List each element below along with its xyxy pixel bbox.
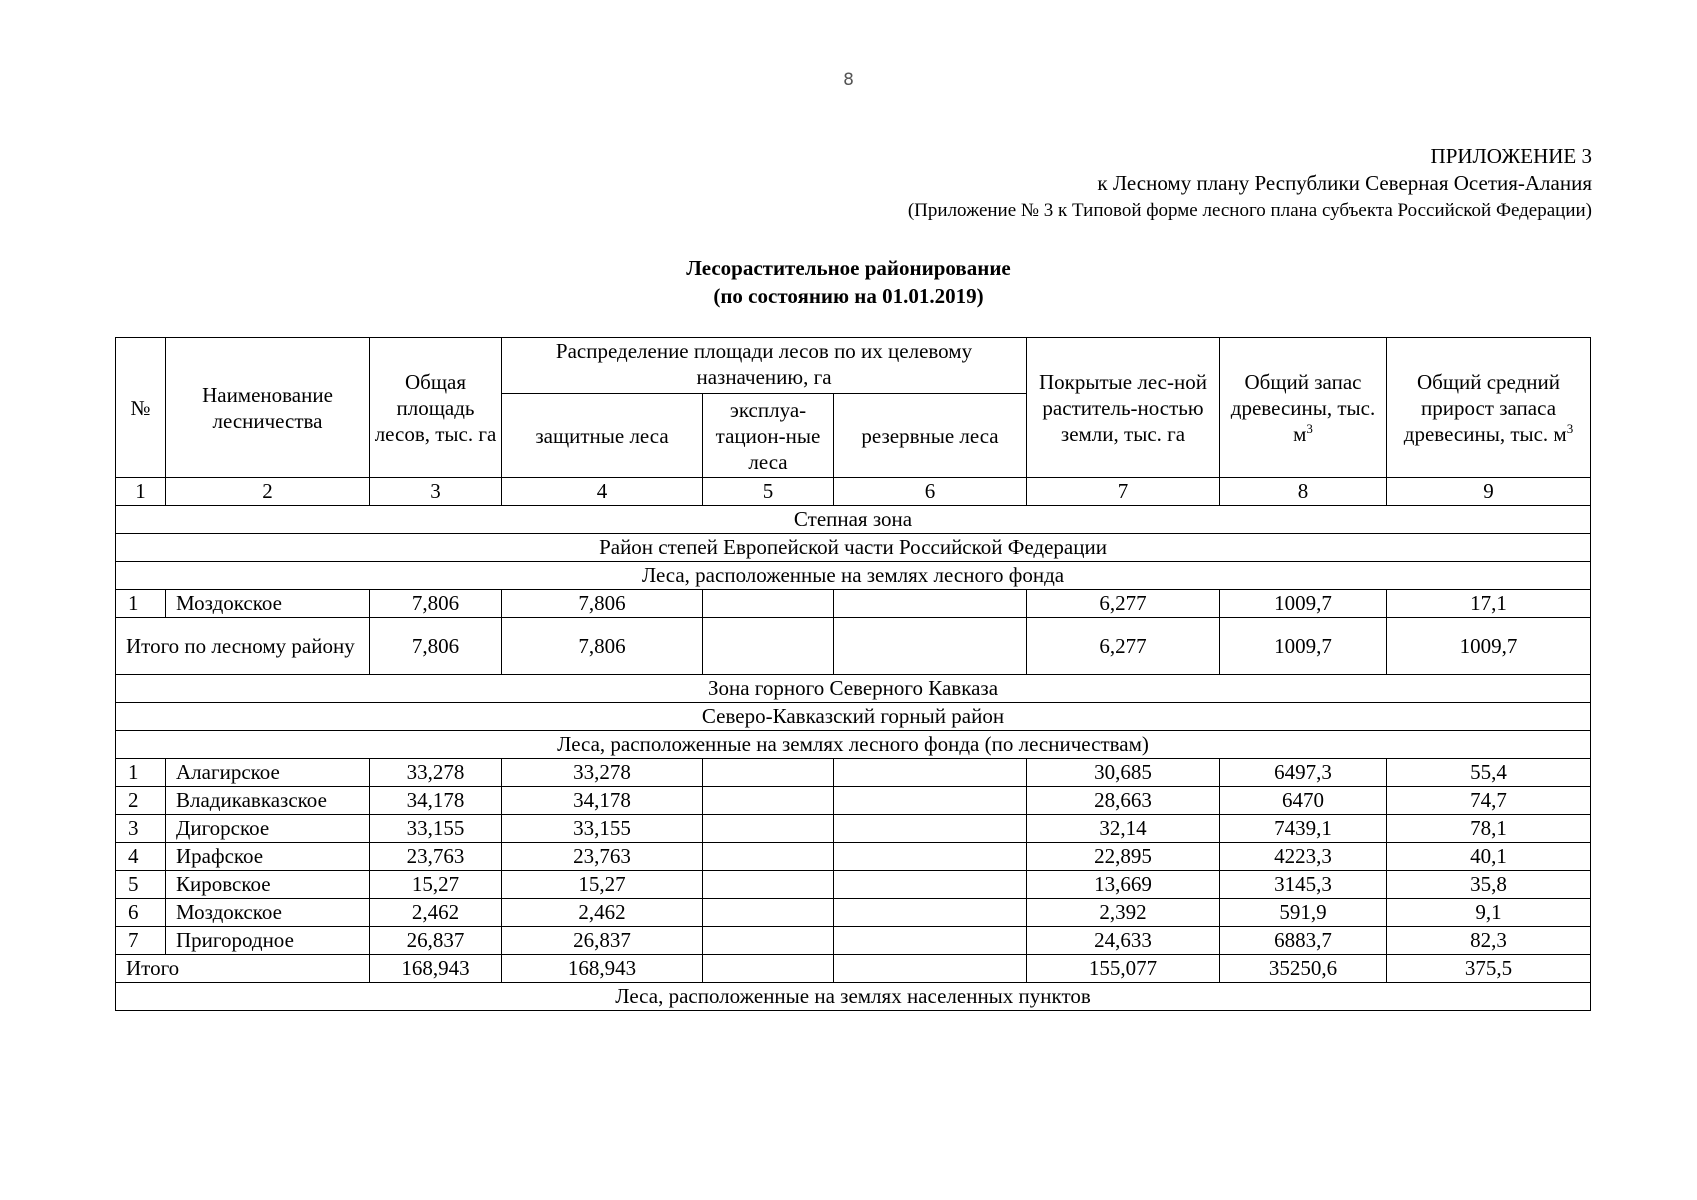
total-area: 15,27 — [370, 871, 502, 899]
total-area: 168,943 — [370, 955, 502, 983]
table-row — [116, 815, 1591, 843]
reserve-area — [834, 815, 1027, 843]
forestry-name: Алагирское — [166, 759, 370, 787]
cubic-superscript: 3 — [1566, 420, 1574, 436]
reserve-area — [834, 899, 1027, 927]
cubic-superscript: 3 — [1306, 420, 1313, 436]
reserve-area — [834, 843, 1027, 871]
header-forestry-name: Наименование лесничества — [166, 338, 370, 478]
col-number: 7 — [1027, 478, 1220, 506]
reserve-area — [834, 618, 1027, 675]
timber-stock: 4223,3 — [1220, 843, 1387, 871]
exploitation-area — [703, 899, 834, 927]
header-reserve: резервные леса — [834, 394, 1027, 478]
zone-heading: Степная зона — [116, 506, 1591, 534]
timber-stock: 6883,7 — [1220, 927, 1387, 955]
total-area: 33,278 — [370, 759, 502, 787]
table-row — [116, 899, 1591, 927]
covered-area: 13,669 — [1027, 871, 1220, 899]
col-number: 2 — [166, 478, 370, 506]
covered-area: 155,077 — [1027, 955, 1220, 983]
increment: 82,3 — [1387, 927, 1591, 955]
covered-area: 28,663 — [1027, 787, 1220, 815]
region-heading: Северо-Кавказский горный район — [116, 703, 1591, 731]
header-num: № — [116, 338, 166, 478]
forestry-name: Ирафское — [166, 843, 370, 871]
increment: 74,7 — [1387, 787, 1591, 815]
increment: 40,1 — [1387, 843, 1591, 871]
row-num: 1 — [116, 590, 166, 618]
table-row — [116, 843, 1591, 871]
category-heading: Леса, расположенные на землях лесного фонда (по лесничествам) — [116, 731, 1591, 759]
protective-area: 23,763 — [502, 843, 703, 871]
total-row — [116, 955, 1591, 983]
exploitation-area — [703, 871, 834, 899]
timber-stock: 35250,6 — [1220, 955, 1387, 983]
timber-stock: 6470 — [1220, 787, 1387, 815]
forestry-name: Дигорское — [166, 815, 370, 843]
table-row — [116, 759, 1591, 787]
page-number: 8 — [843, 70, 854, 90]
protective-area: 33,278 — [502, 759, 703, 787]
forestry-name: Кировское — [166, 871, 370, 899]
increment: 375,5 — [1387, 955, 1591, 983]
timber-stock: 7439,1 — [1220, 815, 1387, 843]
increment: 1009,7 — [1387, 618, 1591, 675]
timber-stock: 591,9 — [1220, 899, 1387, 927]
row-num: 3 — [116, 815, 166, 843]
forestry-name: Пригородное — [166, 927, 370, 955]
covered-area: 24,633 — [1027, 927, 1220, 955]
total-area: 2,462 — [370, 899, 502, 927]
title-date: (по состоянию на 01.01.2019) — [713, 284, 984, 308]
category-heading: Леса, расположенные на землях населенных пунктов — [116, 983, 1591, 1011]
table-row — [116, 927, 1591, 955]
row-num: 1 — [116, 759, 166, 787]
subtotal-row — [116, 618, 1591, 675]
increment: 78,1 — [1387, 815, 1591, 843]
table-row — [116, 871, 1591, 899]
reserve-area — [834, 759, 1027, 787]
protective-area: 7,806 — [502, 590, 703, 618]
covered-area: 2,392 — [1027, 899, 1220, 927]
region-heading: Район степей Европейской части Российской Федерации — [116, 534, 1591, 562]
header-covered-land: Покрытые лес-ной раститель-ностью земли, тыс. га — [1027, 338, 1220, 478]
title-main: Лесорастительное районирование — [686, 256, 1011, 280]
covered-area: 6,277 — [1027, 618, 1220, 675]
total-area: 7,806 — [370, 590, 502, 618]
appendix-header — [908, 143, 1592, 224]
increment: 55,4 — [1387, 759, 1591, 787]
header-timber-stock — [1220, 338, 1387, 478]
reserve-area — [834, 955, 1027, 983]
reserve-area — [834, 871, 1027, 899]
protective-area: 26,837 — [502, 927, 703, 955]
exploitation-area — [703, 787, 834, 815]
total-label: Итого — [116, 955, 370, 983]
timber-stock: 1009,7 — [1220, 590, 1387, 618]
exploitation-area — [703, 843, 834, 871]
col-number: 1 — [116, 478, 166, 506]
covered-area: 22,895 — [1027, 843, 1220, 871]
covered-area: 30,685 — [1027, 759, 1220, 787]
increment: 17,1 — [1387, 590, 1591, 618]
covered-area: 6,277 — [1027, 590, 1220, 618]
subtotal-label: Итого по лесному району — [116, 618, 370, 675]
col-number: 5 — [703, 478, 834, 506]
header-increment-text: Общий средний прирост запаса древесины, тыс. м — [1403, 369, 1567, 446]
row-num: 2 — [116, 787, 166, 815]
increment: 9,1 — [1387, 899, 1591, 927]
increment: 35,8 — [1387, 871, 1591, 899]
document-title — [0, 254, 1697, 310]
col-number: 4 — [502, 478, 703, 506]
exploitation-area — [703, 618, 834, 675]
total-area: 34,178 — [370, 787, 502, 815]
total-area: 7,806 — [370, 618, 502, 675]
header-timber-stock-text: Общий запас древесины, тыс. м — [1230, 369, 1376, 446]
appendix-title: ПРИЛОЖЕНИЕ 3 — [1430, 144, 1592, 168]
appendix-note: (Приложение № 3 к Типовой форме лесного плана субъекта Российской Федерации) — [907, 200, 1592, 221]
protective-area: 15,27 — [502, 871, 703, 899]
exploitation-area — [703, 590, 834, 618]
row-num: 4 — [116, 843, 166, 871]
protective-area: 34,178 — [502, 787, 703, 815]
reserve-area — [834, 787, 1027, 815]
header-exploitation: эксплуа-тацион-ные леса — [703, 394, 834, 478]
header-total-area: Общая площадь лесов, тыс. га — [370, 338, 502, 478]
table-row — [116, 590, 1591, 618]
row-num: 7 — [116, 927, 166, 955]
timber-stock: 3145,3 — [1220, 871, 1387, 899]
forestry-name: Моздокское — [166, 590, 370, 618]
timber-stock: 1009,7 — [1220, 618, 1387, 675]
col-number: 3 — [370, 478, 502, 506]
total-area: 26,837 — [370, 927, 502, 955]
appendix-reference: к Лесному плану Республики Северная Осетия-Алания — [1097, 171, 1592, 195]
zone-heading: Зона горного Северного Кавказа — [116, 675, 1591, 703]
forestry-name: Моздокское — [166, 899, 370, 927]
col-number: 8 — [1220, 478, 1387, 506]
total-area: 33,155 — [370, 815, 502, 843]
reserve-area — [834, 927, 1027, 955]
timber-stock: 6497,3 — [1220, 759, 1387, 787]
table-row — [116, 787, 1591, 815]
reserve-area — [834, 590, 1027, 618]
covered-area: 32,14 — [1027, 815, 1220, 843]
protective-area: 2,462 — [502, 899, 703, 927]
header-distribution: Распределение площади лесов по их целевому назначению, га — [502, 338, 1027, 394]
exploitation-area — [703, 955, 834, 983]
row-num: 5 — [116, 871, 166, 899]
exploitation-area — [703, 815, 834, 843]
col-number: 6 — [834, 478, 1027, 506]
category-heading: Леса, расположенные на землях лесного фонда — [116, 562, 1591, 590]
exploitation-area — [703, 759, 834, 787]
col-number: 9 — [1387, 478, 1591, 506]
protective-area: 168,943 — [502, 955, 703, 983]
header-increment — [1387, 338, 1591, 478]
header-protective: защитные леса — [502, 394, 703, 478]
column-number-row — [116, 478, 1591, 506]
protective-area: 7,806 — [502, 618, 703, 675]
protective-area: 33,155 — [502, 815, 703, 843]
total-area: 23,763 — [370, 843, 502, 871]
forest-zoning-table — [115, 337, 1591, 1011]
row-num: 6 — [116, 899, 166, 927]
forestry-name: Владикавказское — [166, 787, 370, 815]
exploitation-area — [703, 927, 834, 955]
